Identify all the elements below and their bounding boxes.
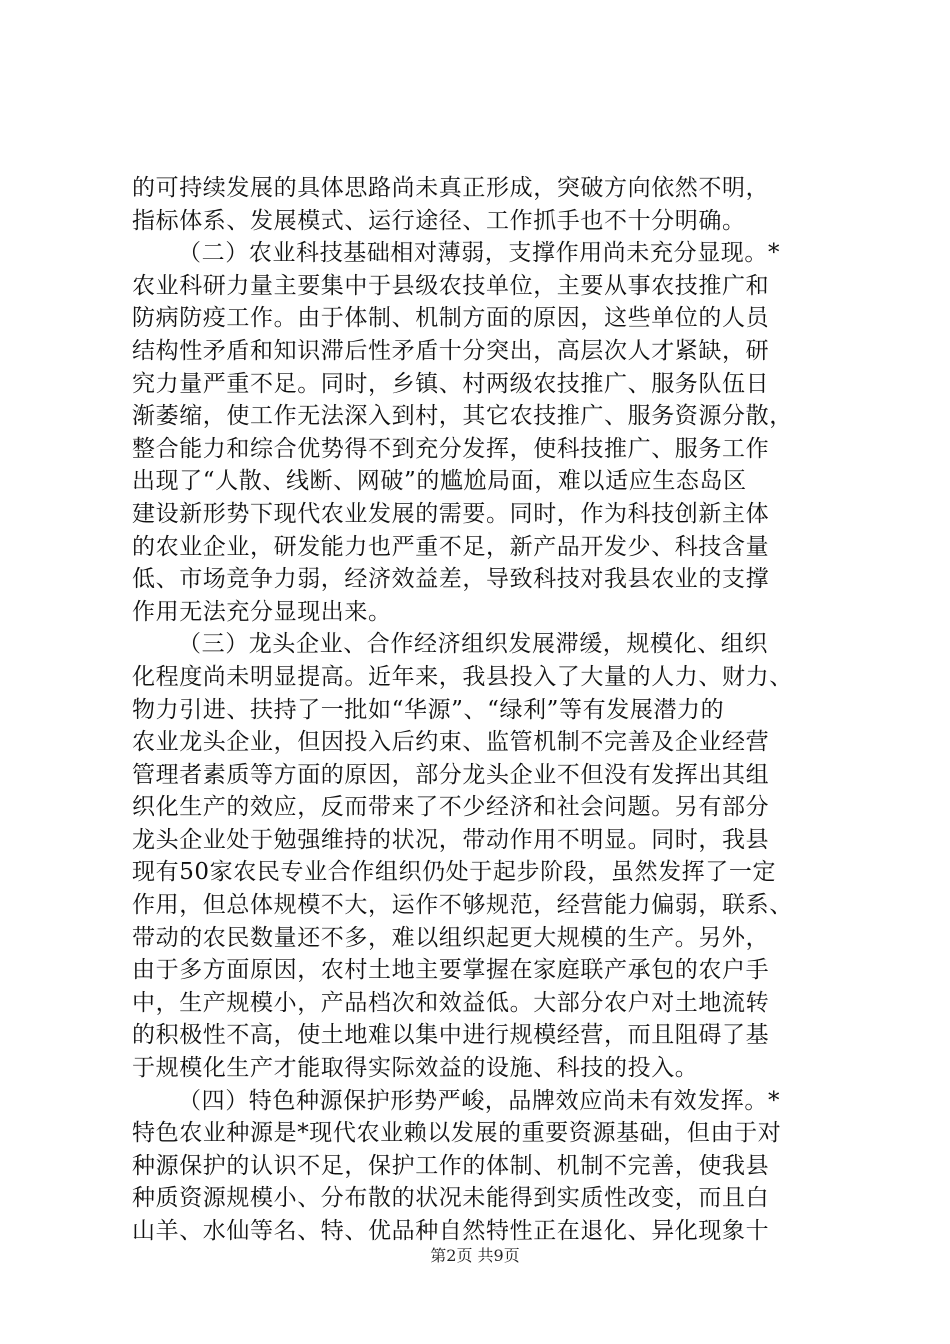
text-line: 现有50家农民专业合作组织仍处于起步阶段，虽然发挥了一定: [132, 859, 777, 886]
text-line: 山羊、水仙等名、特、优品种自然特性正在退化、异化现象十: [132, 1218, 770, 1244]
text-line: 由于多方面原因，农村土地主要掌握在家庭联产承包的农户手: [132, 957, 770, 984]
text-line: 种源保护的认识不足，保护工作的体制、机制不完善，使我县: [132, 1152, 770, 1179]
text-line: 渐萎缩，使工作无法深入到村，其它农技推广、服务资源分散，: [132, 403, 793, 430]
section-heading-line: （三）龙头企业、合作经济组织发展滞缓，规模化、组织: [178, 631, 768, 658]
text-line: 农业龙头企业，但因投入后约束、监管机制不完善及企业经营: [132, 729, 770, 756]
text-line: 带动的农民数量还不多，难以组织起更大规模的生产。另外，: [132, 924, 770, 951]
text-line: 的农业企业，研发能力也严重不足，新产品开发少、科技含量: [132, 533, 770, 560]
text-line: 种质资源规模小、分布散的状况未能得到实质性改变，而且白: [132, 1185, 770, 1212]
text-line: 防病防疫工作。由于体制、机制方面的原因，这些单位的人员: [132, 305, 770, 332]
section-heading-line: （二）农业科技基础相对薄弱，支撑作用尚未充分显现。*: [178, 240, 781, 267]
text-line: 物力引进、扶持了一批如“华源”、“绿利”等有发展潜力的: [132, 696, 725, 723]
section-heading-line: （四）特色种源保护形势严峻，品牌效应尚未有效发挥。*: [178, 1087, 781, 1114]
text-line: 于规模化生产才能取得实际效益的设施、科技的投入。: [132, 1055, 699, 1082]
page-number-footer: 第2页 共9页: [430, 1246, 520, 1265]
text-line: 龙头企业处于勉强维持的状况，带动作用不明显。同时，我县: [132, 826, 770, 853]
text-line: 究力量严重不足。同时，乡镇、村两级农技推广、服务队伍日: [132, 370, 770, 397]
text-line: 作用无法充分显现出来。: [132, 598, 392, 625]
text-line: 的积极性不高，使土地难以集中进行规模经营，而且阻碍了基: [132, 1022, 770, 1049]
text-line: 化程度尚未明显提高。近年来，我县投入了大量的人力、财力、: [132, 663, 793, 690]
document-body: [132, 172, 832, 1248]
text-line: 低、市场竞争力弱，经济效益差，导致科技对我县农业的支撑: [132, 566, 770, 593]
text-line: 结构性矛盾和知识滞后性矛盾十分突出，高层次人才紧缺，研: [132, 337, 770, 364]
text-line: 的可持续发展的具体思路尚未真正形成，突破方向依然不明，: [132, 175, 770, 201]
text-line: 建设新形势下现代农业发展的需要。同时，作为科技创新主体: [132, 500, 770, 527]
text-line: 中，生产规模小，产品档次和效益低。大部分农户对土地流转: [132, 989, 770, 1016]
text-line: 出现了“人散、线断、网破”的尴尬局面，难以适应生态岛区: [132, 468, 747, 495]
text-line: 农业科研力量主要集中于县级农技单位，主要从事农技推广和: [132, 272, 770, 299]
text-line: 整合能力和综合优势得不到充分发挥，使科技推广、服务工作: [132, 435, 770, 462]
text-line: 织化生产的效应，反而带来了不少经济和社会问题。另有部分: [132, 794, 770, 821]
text-line: 指标体系、发展模式、运行途径、工作抓手也不十分明确。: [132, 207, 746, 234]
text-line: 特色农业种源是*现代农业赖以发展的重要资源基础，但由于对: [132, 1120, 782, 1147]
text-line: 作用，但总体规模不大，运作不够规范，经营能力偏弱，联系、: [132, 892, 793, 919]
text-line: 管理者素质等方面的原因，部分龙头企业不但没有发挥出其组: [132, 761, 770, 788]
